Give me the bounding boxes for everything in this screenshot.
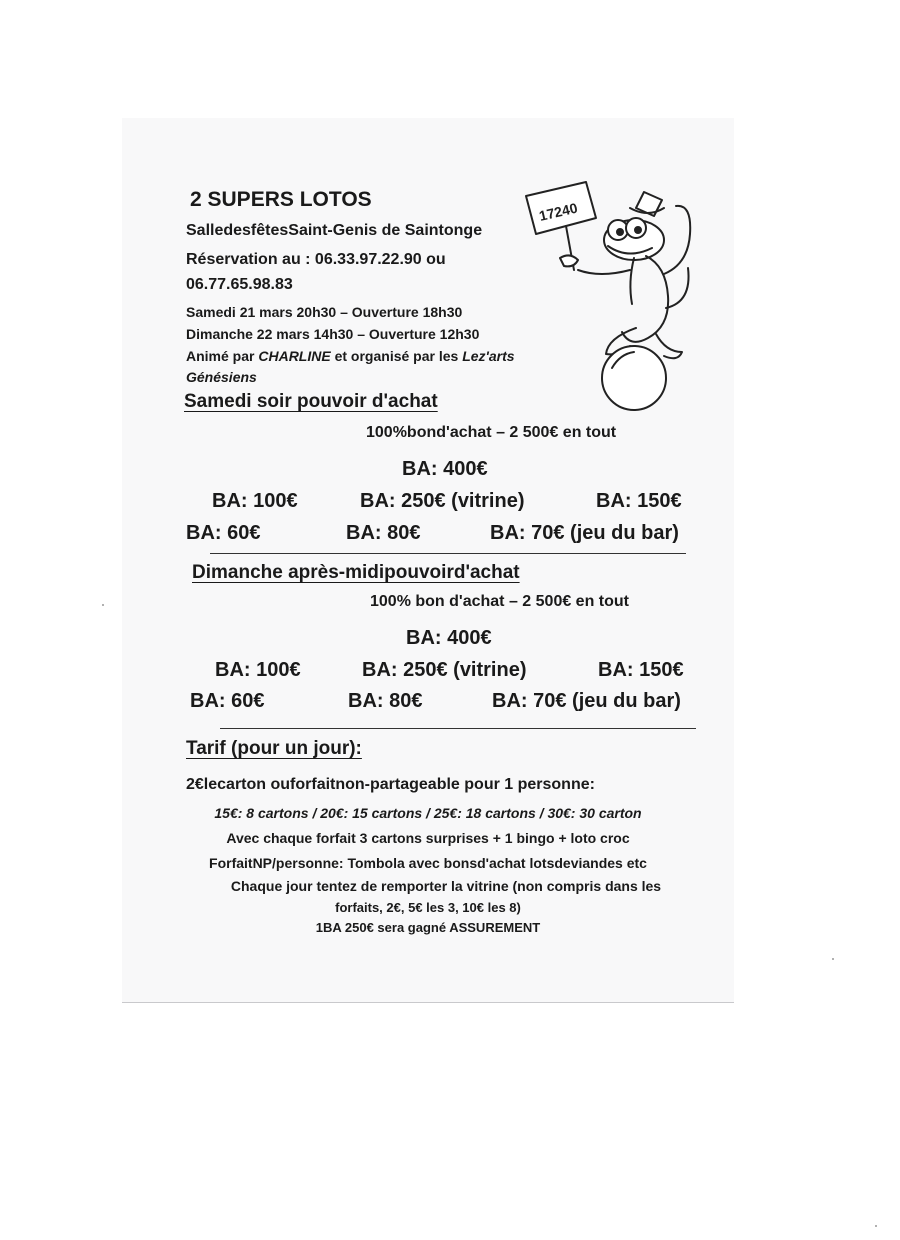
tarif-line-2: 15€: 8 cartons / 20€: 15 cartons / 25€: 18 cartons / 30€: 30 carton xyxy=(214,805,642,821)
organizer-name-1: Lez'arts xyxy=(462,348,515,364)
venue-text: SalledesfêtesSaint-Genis de Saintonge xyxy=(186,222,483,239)
sunday-divider xyxy=(220,728,696,729)
lizard-mascot-icon xyxy=(516,178,696,418)
sunday-summary: 100% bon d'achat – 2 500€ en tout xyxy=(370,593,629,610)
animator-line xyxy=(186,348,515,364)
saturday-prize-5: BA: 80€ xyxy=(346,522,421,544)
sunday-prize-6: BA: 70€ (jeu du bar) xyxy=(492,690,681,712)
sunday-prize-2: BA: 250€ (vitrine) xyxy=(362,659,527,681)
scan-speck xyxy=(102,604,104,606)
sunday-schedule: Dimanche 22 mars 14h30 – Ouverture 12h30 xyxy=(186,326,480,342)
saturday-prize-2: BA: 250€ (vitrine) xyxy=(360,490,525,512)
flyer-title: 2 SUPERS LOTOS xyxy=(190,188,372,211)
animator-prefix: Animé par xyxy=(186,348,259,364)
mascot-sign-text: 17240 xyxy=(537,199,580,224)
reservation-line-1: Réservation au : 06.33.97.22.90 ou xyxy=(186,251,446,268)
tarif-line-6: forfaits, 2€, 5€ les 3, 10€ les 8) xyxy=(335,900,521,915)
scan-speck xyxy=(832,958,834,960)
animator-name: CHARLINE xyxy=(258,348,331,364)
sunday-prize-1: BA: 100€ xyxy=(215,659,301,681)
saturday-heading: Samedi soir pouvoir d'achat xyxy=(184,391,438,412)
tarif-line-7: 1BA 250€ sera gagné ASSUREMENT xyxy=(315,920,541,935)
tarif-line-1: 2€lecarton ouforfaitnon-partageable pour 1 personne: xyxy=(186,776,595,793)
saturday-summary: 100%bond'achat – 2 500€ en tout xyxy=(366,424,617,441)
scan-speck xyxy=(875,1225,877,1227)
tarif-line-4: ForfaitNP/personne: Tombola avec bonsd'achat lotsdeviandes etc xyxy=(209,855,647,871)
sunday-prize-4: BA: 60€ xyxy=(190,690,265,712)
tarif-line-3: Avec chaque forfait 3 cartons surprises + 1 bingo + loto croc xyxy=(226,830,630,846)
reservation-line-2: 06.77.65.98.83 xyxy=(186,276,293,293)
saturday-top-prize: BA: 400€ xyxy=(402,458,488,480)
sunday-heading: Dimanche après-midipouvoird'achat xyxy=(192,562,520,583)
sunday-prize-3: BA: 150€ xyxy=(598,659,684,681)
sunday-prize-5: BA: 80€ xyxy=(348,690,423,712)
organizer-name-2: Génésiens xyxy=(186,369,257,385)
saturday-prize-6: BA: 70€ (jeu du bar) xyxy=(490,522,679,544)
saturday-schedule: Samedi 21 mars 20h30 – Ouverture 18h30 xyxy=(186,304,463,320)
animator-mid: et organisé par les xyxy=(330,348,463,364)
saturday-prize-4: BA: 60€ xyxy=(186,522,261,544)
saturday-prize-1: BA: 100€ xyxy=(212,490,298,512)
tarif-line-5: Chaque jour tentez de remporter la vitrine (non compris dans les xyxy=(230,878,662,894)
saturday-divider xyxy=(210,553,686,554)
sunday-top-prize: BA: 400€ xyxy=(406,627,492,649)
tarif-heading: Tarif (pour un jour): xyxy=(186,738,362,759)
saturday-prize-3: BA: 150€ xyxy=(596,490,682,512)
